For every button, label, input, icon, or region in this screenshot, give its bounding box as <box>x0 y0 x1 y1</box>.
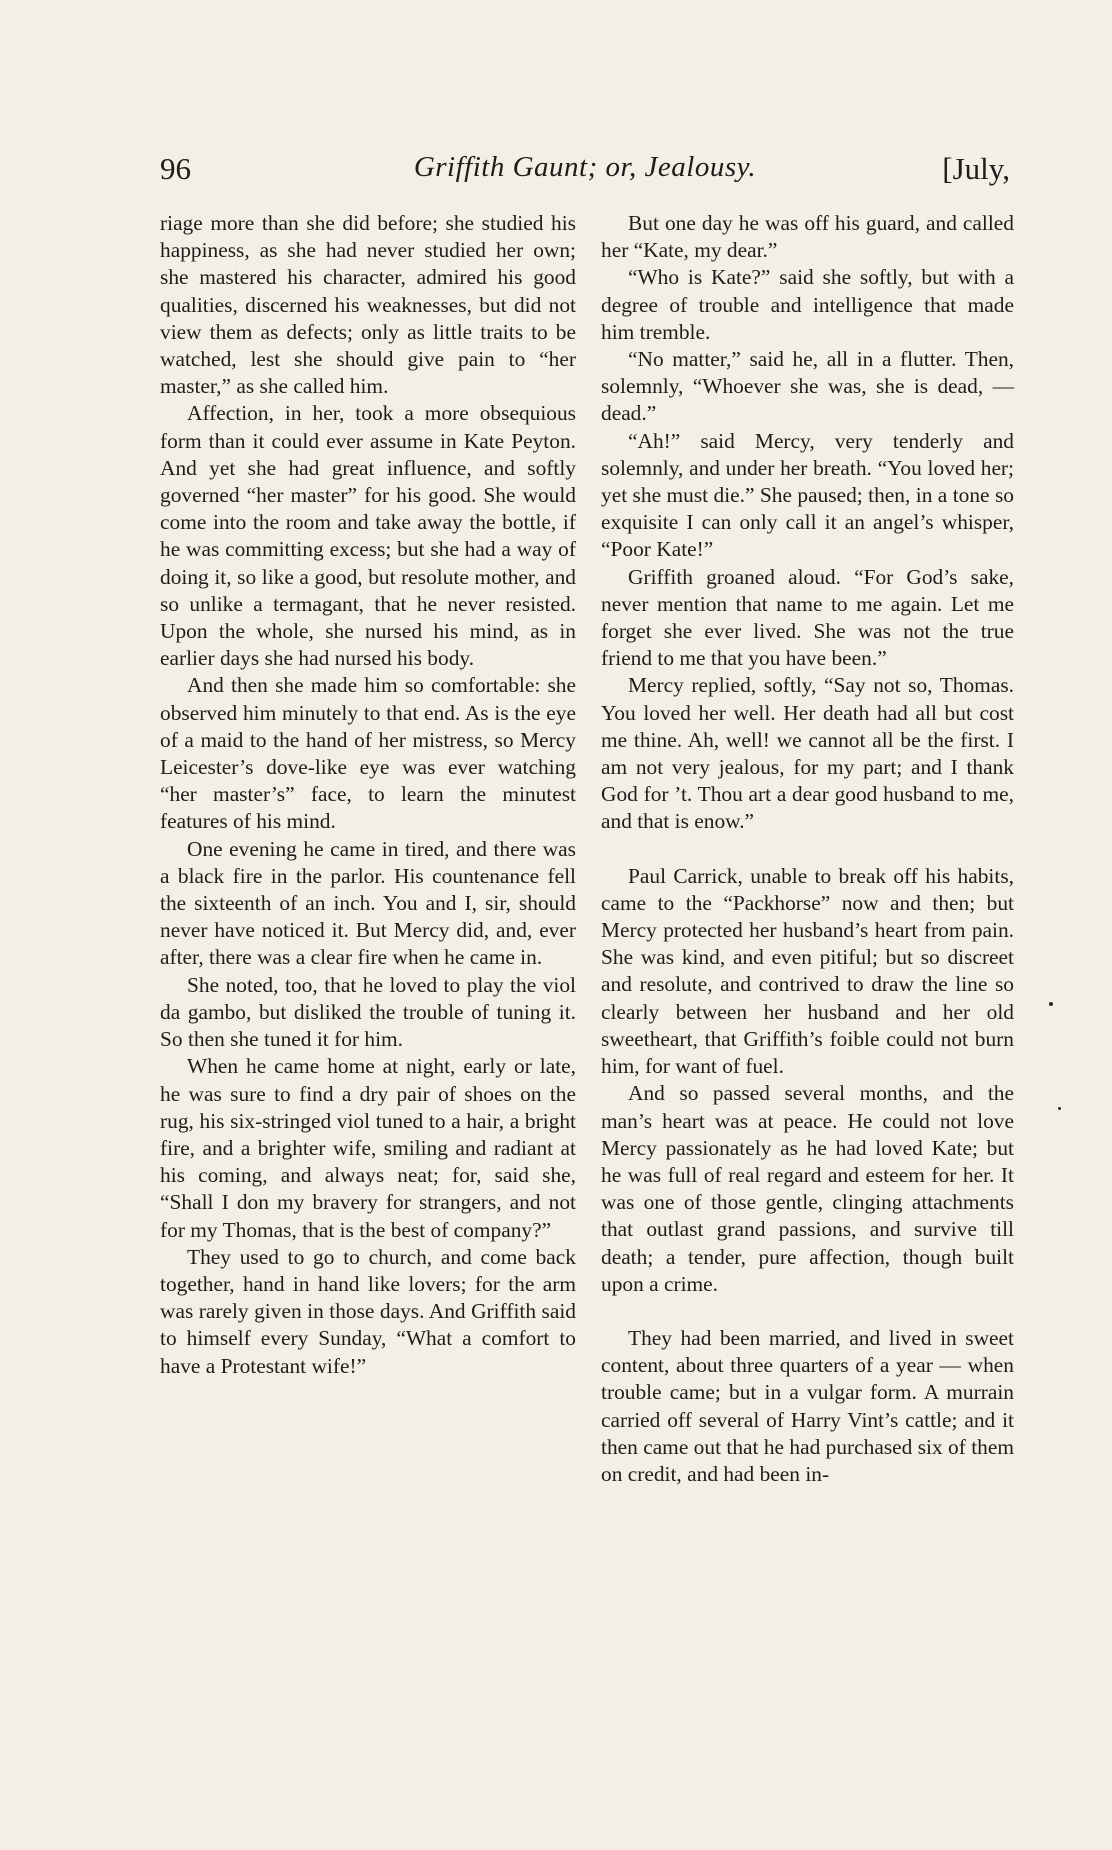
ink-speck <box>1049 1002 1053 1006</box>
paragraph: riage more than she did before; she studied his happiness, as she had never studied her own; she mastered his character, admired his good qualities, discerned his weaknesses, but did not view them as defects; only as little traits to be watched, lest she should give pain to “her master,” as she called him. <box>160 211 576 399</box>
ink-speck <box>1058 1107 1061 1110</box>
page-header <box>160 151 1010 195</box>
paragraph: When he came home at night, early or late, he was sure to find a dry pair of shoes on the rug, his six-stringed viol tuned to a hair, a bright fire, and a brighter wife, smiling and radiant at his coming, and always neat; for, said she, “Shall I don my bravery for strangers, and not for my Thomas, that is the best of company?” <box>160 1054 576 1242</box>
paragraph: They had been married, and lived in sweet content, about three quarters of a year — when trouble came; but in a vulgar form. A murrain carried off several of Harry Vint’s cattle; and it then came out that he had purchased six of them on credit, and had been in- <box>601 1325 1014 1486</box>
page-number: 96 <box>160 151 191 186</box>
left-column <box>160 210 576 1380</box>
paragraph: “Who is Kate?” said she softly, but with a degree of trouble and intelligence that made him tremble. <box>601 265 1014 344</box>
paragraph: Griffith groaned aloud. “For God’s sake, never mention that name to me again. Let me forget she ever lived. She was not the true friend to me that you have been.” <box>601 564 1014 671</box>
paragraph: She noted, too, that he loved to play the viol da gambo, but disliked the trouble of tuning it. So then she tuned it for him. <box>160 972 576 1052</box>
paragraph: Mercy replied, softly, “Say not so, Thomas. You loved her well. Her death had all but cost me thine. Ah, well! we cannot all be the first. I am not very jealous, for my part; and I thank God for ’t. Thou art a dear good husband to me, and that is enow.” <box>601 673 1014 834</box>
paragraph: Affection, in her, took a more obsequious form than it could ever assume in Kate Peyton. And yet she had great influence, and softly governed “her master” for his good. She would come into the room and take away the bottle, if he was committing excess; but she had a way of doing it, so like a good, but resolute mother, and so unlike a termagant, that he never resisted. Upon the whole, she nursed his mind, as in earlier days she had nursed his body. <box>160 401 576 671</box>
paragraph: But one day he was off his guard, and called her “Kate, my dear.” <box>601 211 1014 263</box>
paragraph: “No matter,” said he, all in a flutter. Then, solemnly, “Whoever she was, she is dead, — dead.” <box>601 347 1014 426</box>
paragraph: “Ah!” said Mercy, very tenderly and solemnly, and under her breath. “You loved her; yet she must die.” She paused; then, in a tone so exquisite I can only call it an angel’s whisper, “Poor Kate!” <box>601 428 1014 562</box>
paragraph: They used to go to church, and come back together, hand in hand like lovers; for the arm was rarely given in those days. And Griffith said to himself every Sunday, “What a comfort to have a Protestant wife!” <box>160 1244 576 1378</box>
header-date: [July, <box>942 151 1010 186</box>
paragraph: Paul Carrick, unable to break off his habits, came to the “Packhorse” now and then; but Mercy protected her husband’s heart from pain. She was kind, and even pitiful; but so discreet and resolute, and contrived to draw the line so clearly between her husband and her old sweetheart, that Griffith’s foible could not burn him, for want of fuel. <box>601 863 1014 1079</box>
paragraph: One evening he came in tired, and there was a black fire in the parlor. His countenance fell the sixteenth of an inch. You and I, sir, should never have noticed it. But Mercy did, and, ever after, there was a clear fire when he came in. <box>160 836 576 970</box>
right-column <box>601 210 1014 1488</box>
running-title: Griffith Gaunt; or, Jealousy. <box>413 151 757 183</box>
paragraph: And so passed several months, and the man’s heart was at peace. He could not love Mercy passionately as he had loved Kate; but he was full of real regard and esteem for her. It was one of those gentle, clinging attachments that outlast grand passions, and survive till death; a tender, pure affection, though built upon a crime. <box>601 1081 1014 1296</box>
paragraph: And then she made him so comfortable: she observed him minutely to that end. As is the eye of a maid to the hand of her mistress, so Mercy Leicester’s dove-like eye was ever watching “her master’s” face, to learn the minutest features of his mind. <box>160 673 576 834</box>
